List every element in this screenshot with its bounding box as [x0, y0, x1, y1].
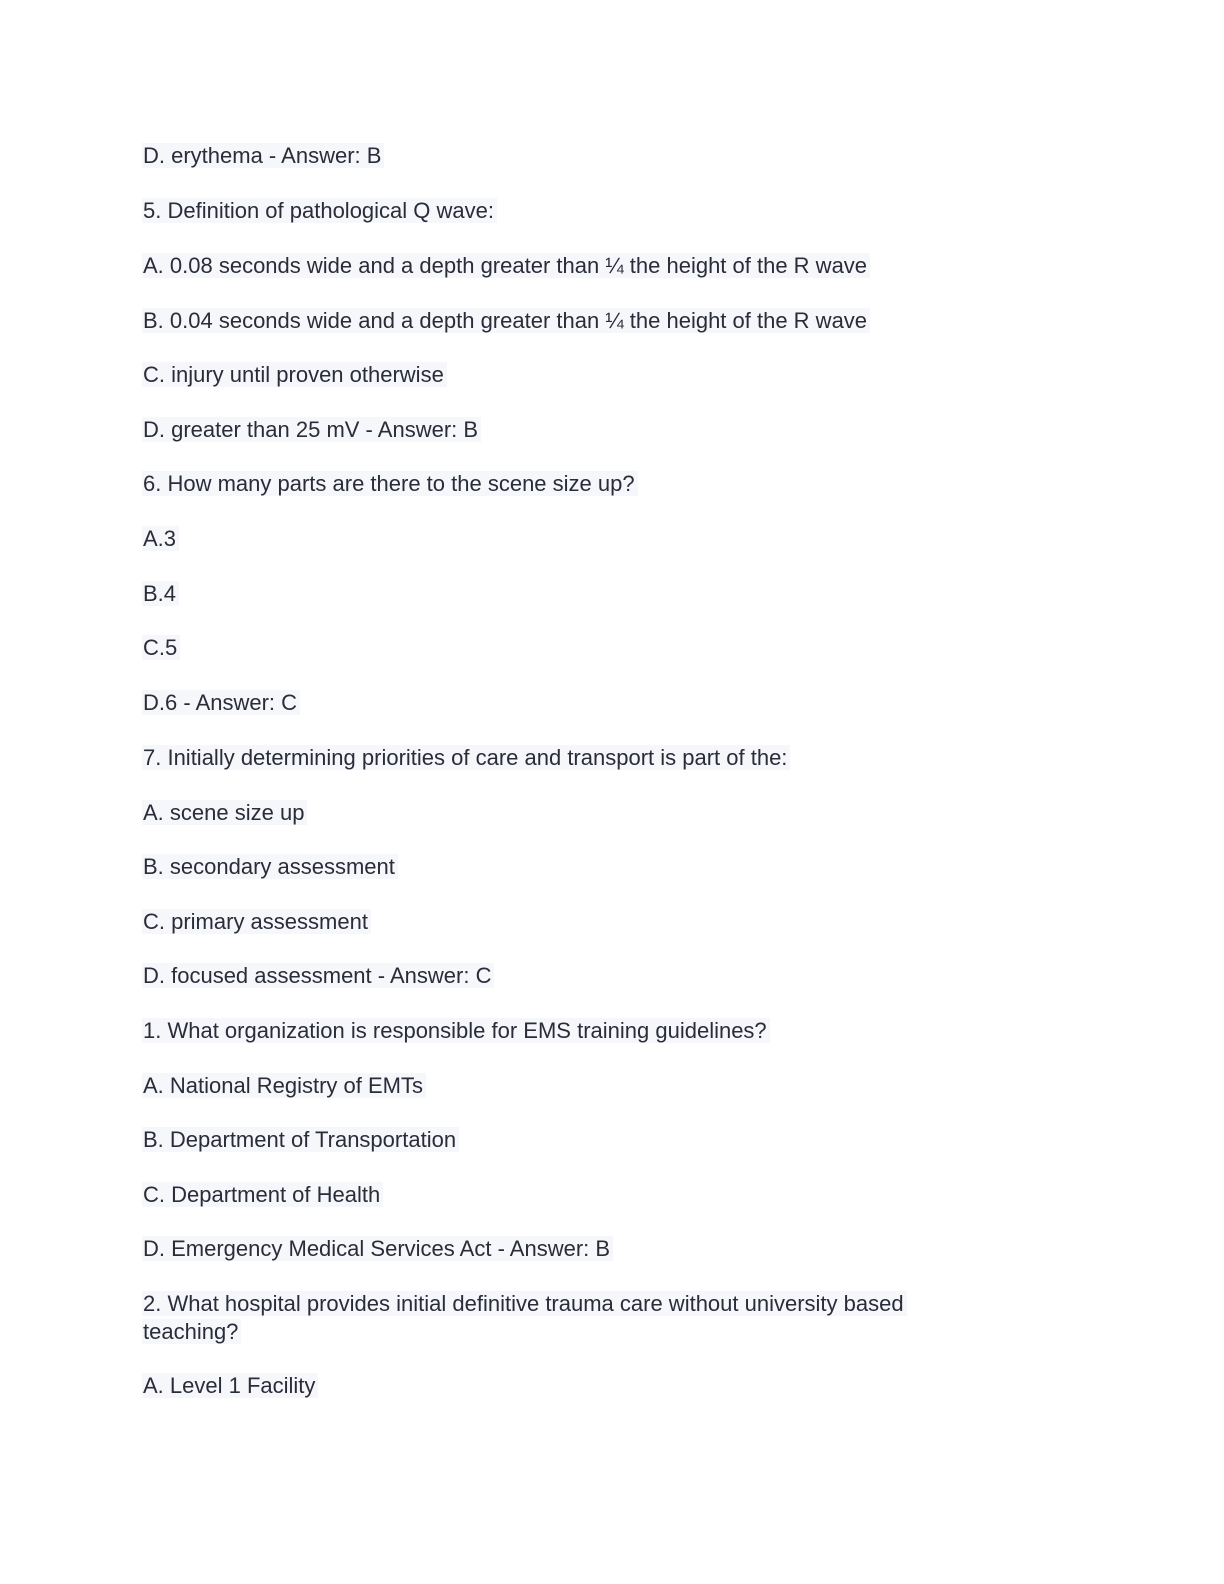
line-text: 1. What organization is responsible for EMS training guidelines? — [142, 1018, 770, 1043]
question-line — [142, 744, 790, 772]
option-line — [142, 580, 179, 608]
line-text: D. greater than 25 mV - Answer: B — [142, 417, 481, 442]
answer-line — [142, 689, 300, 717]
line-text: D.6 - Answer: C — [142, 690, 300, 715]
line-text: D. erythema - Answer: B — [142, 143, 384, 168]
option-line — [142, 1181, 383, 1209]
line-text: C. primary assessment — [142, 909, 371, 934]
line-text: C. injury until proven otherwise — [142, 362, 447, 387]
answer-line — [142, 416, 481, 444]
line-text: A.3 — [142, 526, 179, 551]
question-line — [142, 1290, 972, 1346]
line-text: 7. Initially determining priorities of care and transport is part of the: — [142, 745, 790, 770]
answer-line — [142, 142, 384, 170]
line-text: 5. Definition of pathological Q wave: — [142, 198, 497, 223]
line-text: 6. How many parts are there to the scene size up? — [142, 471, 638, 496]
question-line — [142, 1017, 770, 1045]
option-line — [142, 799, 307, 827]
line-text: B. 0.04 seconds wide and a depth greater than ¼ the height of the R wave — [142, 308, 870, 333]
line-text: B. secondary assessment — [142, 854, 398, 879]
option-line — [142, 853, 398, 881]
option-line — [142, 908, 371, 936]
question-line — [142, 470, 638, 498]
option-line — [142, 525, 179, 553]
line-text: A. National Registry of EMTs — [142, 1073, 426, 1098]
line-text: B. Department of Transportation — [142, 1127, 459, 1152]
option-line — [142, 361, 447, 389]
line-text: D. focused assessment - Answer: C — [142, 963, 494, 988]
answer-line — [142, 1235, 613, 1263]
line-text: D. Emergency Medical Services Act - Answer: B — [142, 1236, 613, 1261]
option-line — [142, 1372, 318, 1400]
line-text: A. scene size up — [142, 800, 307, 825]
line-text: 2. What hospital provides initial definitive trauma care without university based teaching? — [142, 1291, 907, 1344]
answer-line — [142, 962, 494, 990]
question-line — [142, 197, 497, 225]
option-line — [142, 1126, 459, 1154]
line-text: C. Department of Health — [142, 1182, 383, 1207]
line-text: C.5 — [142, 635, 180, 660]
line-text: A. 0.08 seconds wide and a depth greater than ¼ the height of the R wave — [142, 253, 870, 278]
option-line — [142, 307, 870, 335]
option-line — [142, 1072, 426, 1100]
line-text: B.4 — [142, 581, 179, 606]
option-line — [142, 634, 180, 662]
option-line — [142, 252, 870, 280]
line-text: A. Level 1 Facility — [142, 1373, 318, 1398]
